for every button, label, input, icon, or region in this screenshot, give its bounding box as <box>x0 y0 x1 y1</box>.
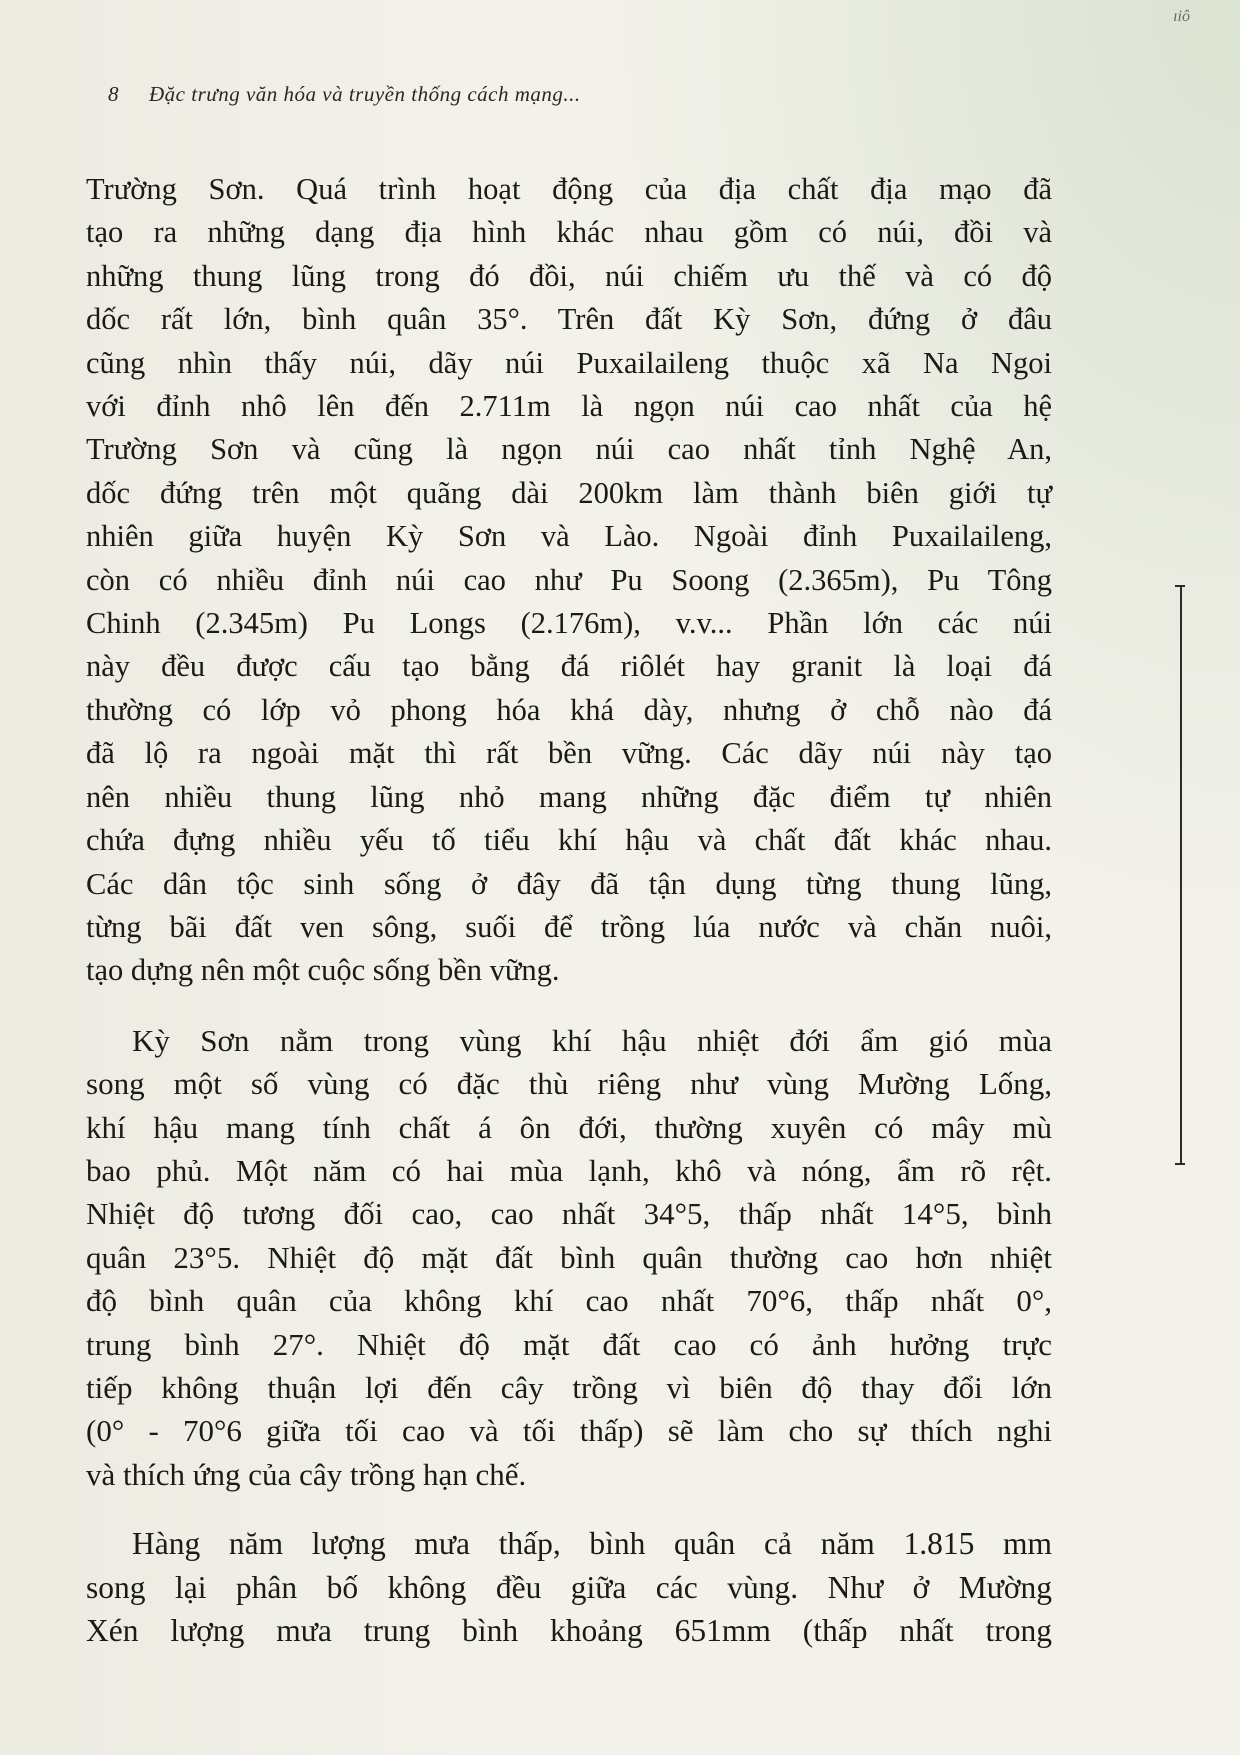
text-line: nhiên giữa huyện Kỳ Sơn và Lào. Ngoài đỉnh Puxailaileng, <box>86 519 1052 554</box>
text-line: với đỉnh nhô lên đến 2.711m là ngọn núi cao nhất của hệ <box>86 389 1052 424</box>
text-line: bao phủ. Một năm có hai mùa lạnh, khô và nóng, ẩm rõ rệt. <box>86 1152 1052 1188</box>
text-line: trung bình 27°. Nhiệt độ mặt đất cao có ảnh hưởng trực <box>86 1326 1052 1362</box>
text-line: song một số vùng có đặc thù riêng như vùng Mường Lống, <box>86 1066 1052 1102</box>
text-line: tạo ra những dạng địa hình khác nhau gồm có núi, đồi và <box>86 215 1052 250</box>
text-line: dốc rất lớn, bình quân 35°. Trên đất Kỳ Sơn, đứng ở đâu <box>86 302 1052 337</box>
text-line: Trường Sơn. Quá trình hoạt động của địa chất địa mạo đã <box>86 172 1052 206</box>
text-line: thường có lớp vỏ phong hóa khá dày, nhưng ở chỗ nào đá <box>86 692 1052 727</box>
text-line: này đều được cấu tạo bằng đá riôlét hay granit là loại đá <box>86 649 1052 684</box>
paragraph-1 <box>86 168 1052 993</box>
text-line: Kỳ Sơn nằm trong vùng khí hậu nhiệt đới ẩm gió mùa <box>132 1022 1052 1058</box>
text-line: Xén lượng mưa trung bình khoảng 651mm (thấp nhất trong <box>86 1613 1052 1648</box>
body-text <box>86 168 1052 1652</box>
corner-mark: ıiô <box>1173 8 1190 25</box>
text-line: đã lộ ra ngoài mặt thì rất bền vững. Các dãy núi này tạo <box>86 736 1052 771</box>
text-line: Chinh (2.345m) Pu Longs (2.176m), v.v... Phần lớn các núi <box>86 606 1052 641</box>
text-line: từng bãi đất ven sông, suối để trồng lúa nước và chăn nuôi, <box>86 909 1052 944</box>
paragraph-3 <box>86 1522 1052 1652</box>
text-line: những thung lũng trong đó đồi, núi chiếm ưu thế và có độ <box>86 258 1052 293</box>
running-header <box>108 82 581 107</box>
text-line: và thích ứng của cây trồng hạn chế. <box>86 1456 527 1492</box>
running-title: Đặc trưng văn hóa và truyền thống cách mạng... <box>149 82 581 106</box>
text-line: khí hậu mang tính chất á ôn đới, thường xuyên có mây mù <box>86 1109 1052 1145</box>
text-line: Hàng năm lượng mưa thấp, bình quân cả năm 1.815 mm <box>132 1526 1052 1562</box>
text-line: còn có nhiều đỉnh núi cao như Pu Soong (2.365m), Pu Tông <box>86 562 1052 597</box>
text-line: độ bình quân của không khí cao nhất 70°6, thấp nhất 0°, <box>86 1283 1052 1319</box>
page-number: 8 <box>108 82 119 106</box>
text-line: quân 23°5. Nhiệt độ mặt đất bình quân thường cao hơn nhiệt <box>86 1239 1052 1275</box>
margin-bracket-mark <box>1180 585 1182 1165</box>
text-line: Trường Sơn và cũng là ngọn núi cao nhất tỉnh Nghệ An, <box>86 432 1052 467</box>
text-line: tiếp không thuận lợi đến cây trồng vì biên độ thay đổi lớn <box>86 1369 1052 1405</box>
text-line: Nhiệt độ tương đối cao, cao nhất 34°5, thấp nhất 14°5, bình <box>86 1196 1052 1232</box>
text-line: chứa đựng nhiều yếu tố tiểu khí hậu và chất đất khác nhau. <box>86 823 1052 858</box>
text-line: dốc đứng trên một quãng dài 200km làm thành biên giới tự <box>86 475 1052 510</box>
text-line: tạo dựng nên một cuộc sống bền vững. <box>86 953 560 988</box>
text-line: (0° - 70°6 giữa tối cao và tối thấp) sẽ làm cho sự thích nghi <box>86 1413 1052 1449</box>
paragraph-2 <box>86 1019 1052 1496</box>
text-line: nên nhiều thung lũng nhỏ mang những đặc điểm tự nhiên <box>86 779 1052 814</box>
text-line: Các dân tộc sinh sống ở đây đã tận dụng từng thung lũng, <box>86 866 1052 901</box>
text-line: cũng nhìn thấy núi, dãy núi Puxailaileng thuộc xã Na Ngoi <box>86 345 1052 380</box>
text-line: song lại phân bố không đều giữa các vùng. Như ở Mường <box>86 1569 1052 1605</box>
